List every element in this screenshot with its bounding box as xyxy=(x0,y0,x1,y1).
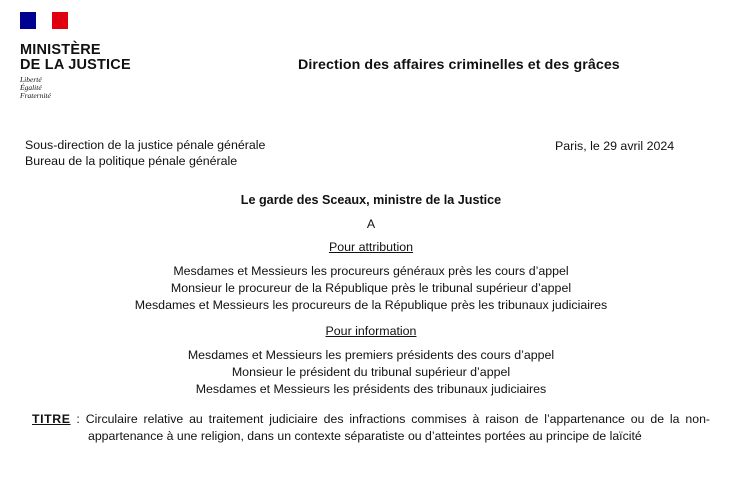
sender-minister: Le garde des Sceaux, ministre de la Justice xyxy=(240,193,502,207)
circular-title xyxy=(32,411,710,445)
titre-separator: : xyxy=(70,412,86,426)
recipient-line: Mesdames et Messieurs les premiers présidents des cours d’appel xyxy=(187,348,555,362)
sender-block xyxy=(25,137,265,169)
attribution-heading: Pour attribution xyxy=(328,240,414,254)
recipient-line: Mesdames et Messieurs les procureurs de la République près les tribunaux judiciaires xyxy=(134,298,608,312)
ministry-name-line2: DE LA JUSTICE xyxy=(20,57,131,73)
circular-title-body xyxy=(32,411,710,445)
ministry-name xyxy=(20,43,131,73)
addressee-marker: A xyxy=(366,217,376,231)
recipient-line: Monsieur le procureur de la République près le tribunal supérieur d’appel xyxy=(170,281,572,295)
titre-text: Circulaire relative au traitement judiciaire des infractions commises à raison de l’appartenance ou de la non-appartenance à une religion, dans un contexte séparatiste ou d’atteintes portées au principe de laïcité xyxy=(85,412,710,443)
recipient-line: Mesdames et Messieurs les présidents des tribunaux judiciaires xyxy=(195,382,547,396)
recipient-line: Mesdames et Messieurs les procureurs généraux près les cours d’appel xyxy=(173,264,569,278)
bureau: Bureau de la politique pénale générale xyxy=(25,154,238,168)
motto-egalite: Égalité xyxy=(20,83,42,92)
recipient-line: Monsieur le président du tribunal supérieur d’appel xyxy=(231,365,511,379)
information-heading: Pour information xyxy=(325,324,417,338)
ministry-logo xyxy=(20,12,131,100)
ministry-name-line1: MINISTÈRE xyxy=(20,42,101,58)
marianne-flag-icon xyxy=(20,12,68,29)
information-recipients xyxy=(0,347,742,398)
motto-fraternite: Fraternité xyxy=(20,91,51,100)
motto-liberte: Liberté xyxy=(20,75,42,84)
attribution-recipients xyxy=(0,263,742,314)
sub-direction: Sous-direction de la justice pénale générale xyxy=(25,138,266,152)
republic-motto xyxy=(20,76,131,100)
titre-label: TITRE xyxy=(32,412,71,426)
direction-heading: Direction des affaires criminelles et des grâces xyxy=(298,57,620,73)
document-date: Paris, le 29 avril 2024 xyxy=(555,139,675,153)
